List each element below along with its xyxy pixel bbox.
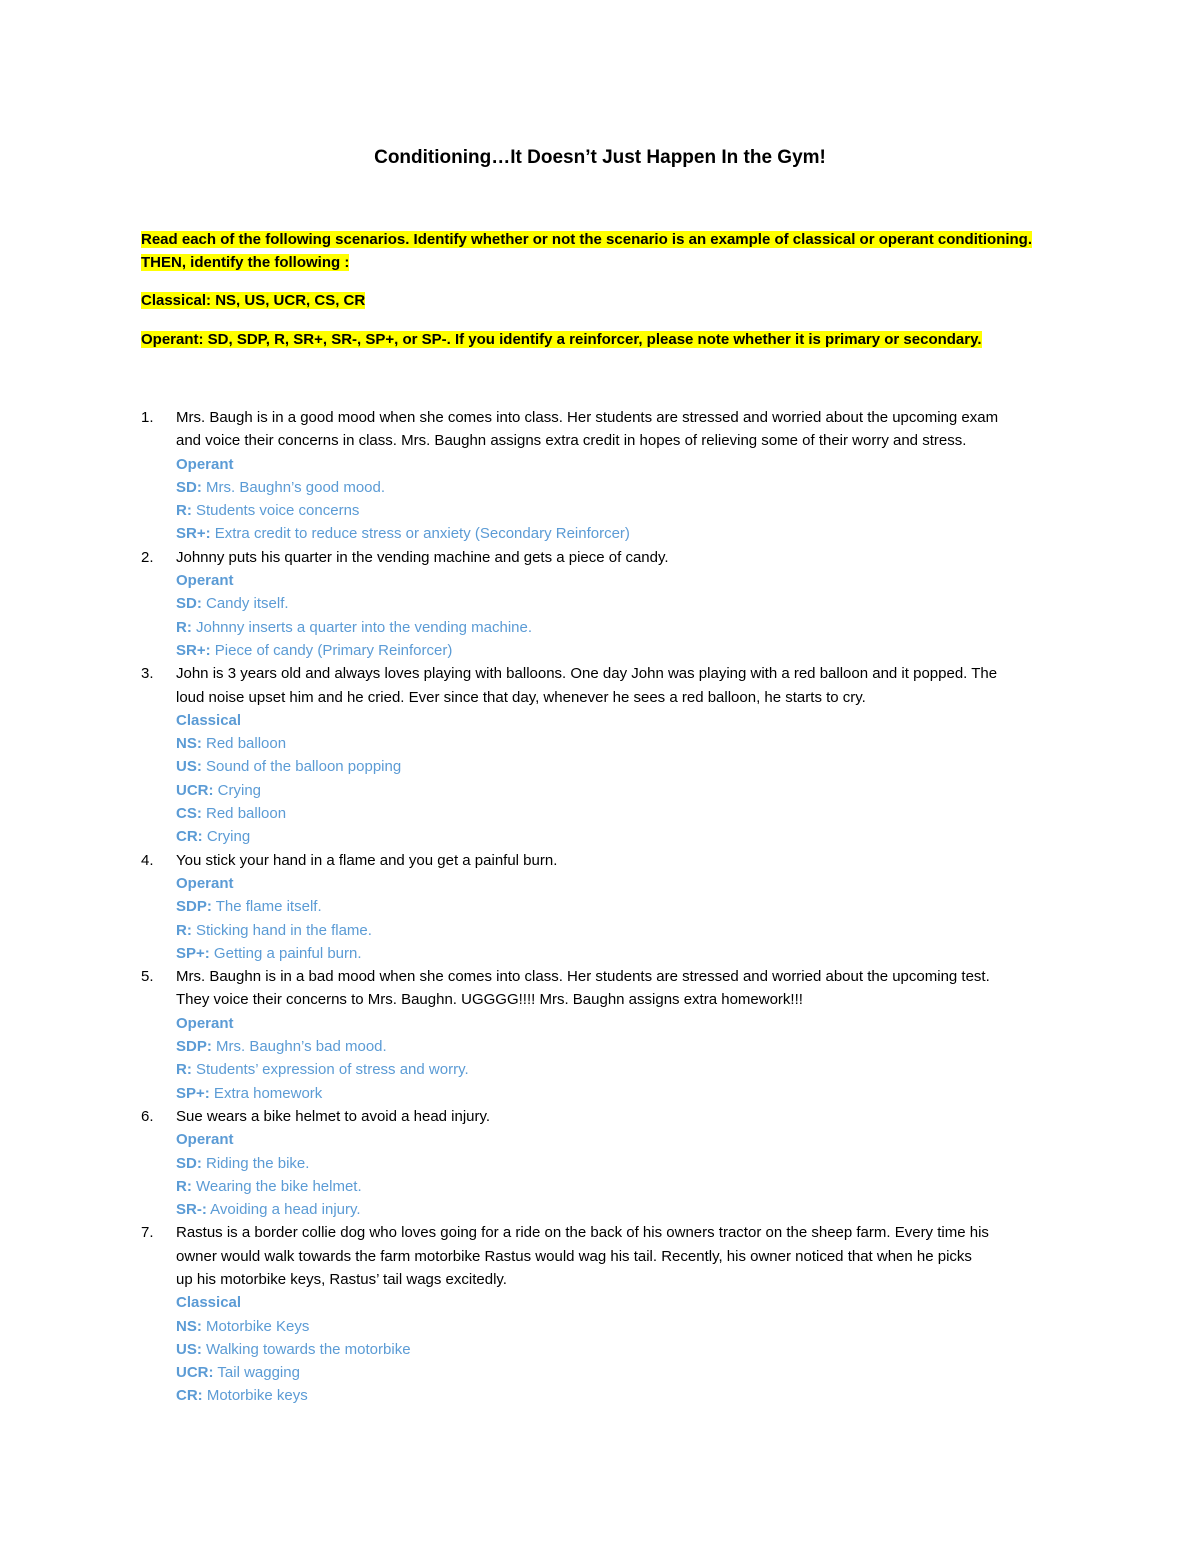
answer-row [176,476,1071,499]
answer-label: CR: [176,828,203,846]
answer-value: The flame itself. [211,898,322,916]
answer-row [176,1035,1071,1058]
answer-row [176,1058,1071,1081]
answer-row [176,825,1071,848]
conditioning-type [176,1128,1071,1151]
answer-value: Mrs. Baughn’s bad mood. [211,1038,387,1056]
answer-label: R: [176,921,192,939]
answer-label: SR+: [176,525,211,543]
answer-label: R: [176,1061,192,1079]
answer-label: SDP: [176,1038,212,1056]
conditioning-type [176,872,1071,895]
answer-row [176,522,1071,545]
list-number: 3. [141,665,154,683]
answer-row [176,639,1071,662]
answer-value: Candy itself. [201,595,289,613]
scenario-text: John is 3 years old and always loves playing with balloons. One day John was playing with a red balloon and it popped. The [176,665,998,683]
answer-value: Extra homework [209,1084,323,1102]
classical-terms-block [141,289,1081,312]
answer-label: R: [176,502,192,520]
answer-label: US: [176,1340,202,1358]
answer-label: UCR: [176,781,214,799]
operant-terms-block [141,328,1081,351]
list-number: 7. [141,1224,154,1242]
answer-row [176,732,1071,755]
scenario-text: They voice their concerns to Mrs. Baughn. UGGGG!!!! Mrs. Baughn assigns extra homework!!! [176,991,803,1009]
scenario-text: loud noise upset him and he cried. Ever since that day, whenever he sees a red balloon, he starts to cry. [176,688,866,706]
answer-label: NS: [176,1317,202,1335]
list-item [141,1105,1071,1221]
answer-label: SD: [176,478,202,496]
answer-value: Students voice concerns [191,502,360,520]
list-item [141,1221,1071,1407]
answer-label: R: [176,618,192,636]
conditioning-type [176,453,1071,476]
answer-value: Crying [213,781,262,799]
instructions [141,228,1081,274]
answer-value: Motorbike keys [202,1387,308,1405]
answer-row [176,942,1071,965]
scenario-text: Mrs. Baugh is in a good mood when she comes into class. Her students are stressed and worried about the upcoming exam [176,409,999,426]
page-title: Conditioning…It Doesn’t Just Happen In the Gym! [374,147,826,168]
scenario-text: and voice their concerns in class. Mrs. Baughn assigns extra credit in hopes of relieving some of their worry and stress. [176,432,967,450]
answer-label: R: [176,1177,192,1195]
answer-value: Walking towards the motorbike [201,1340,411,1358]
answer-row [176,1152,1071,1175]
answer-label: SR+: [176,641,211,659]
answer-row [176,779,1071,802]
classical-terms: Classical: NS, US, UCR, CS, CR [141,292,366,309]
list-number: 2. [141,548,154,566]
answer-label: NS: [176,735,202,753]
answer-value: Sticking hand in the flame. [191,921,372,939]
conditioning-type [176,569,1071,592]
instructions-line-1: Read each of the following scenarios. Identify whether or not the scenario is an example of classical or operant conditioning. [141,231,1033,248]
answer-label: SD: [176,595,202,613]
answer-row [176,1384,1071,1407]
answer-value: Red balloon [201,805,287,823]
answer-label: CS: [176,805,202,823]
answer-label: SD: [176,1154,202,1172]
conditioning-type-label: Operant [176,1131,234,1149]
answer-label: SR-: [176,1201,207,1219]
list-number: 1. [141,409,154,426]
scenario-text: Rastus is a border collie dog who loves going for a ride on the back of his owners tractor on the sheep farm. Every time his [176,1224,989,1242]
answer-row [176,895,1071,918]
answer-value: Wearing the bike helmet. [191,1177,362,1195]
answer-value: Tail wagging [213,1364,300,1382]
answer-value: Avoiding a head injury. [206,1201,361,1219]
answer-value: Johnny inserts a quarter into the vending machine. [191,618,533,636]
answer-label: SP+: [176,1084,210,1102]
answer-row [176,1175,1071,1198]
conditioning-type-label: Operant [176,455,234,473]
scenario-text: Sue wears a bike helmet to avoid a head injury. [176,1107,491,1125]
instructions-line-2: THEN, identify the following : [141,254,350,271]
answer-label: UCR: [176,1364,214,1382]
answer-label: CR: [176,1387,203,1405]
list-item [141,662,1071,848]
answer-value: Crying [202,828,251,846]
answer-label: SDP: [176,898,212,916]
answer-row [176,802,1071,825]
conditioning-type [176,1291,1071,1314]
answer-row [176,616,1071,639]
scenario-list [141,406,1071,1408]
answer-row [176,919,1071,942]
conditioning-type-label: Classical [176,711,242,729]
answer-value: Sound of the balloon popping [201,758,402,776]
list-number: 5. [141,968,154,986]
scenario-text: Mrs. Baughn is in a bad mood when she comes into class. Her students are stressed and worried about the upcoming test. [176,968,990,986]
list-number: 4. [141,851,154,869]
answer-value: Red balloon [201,735,287,753]
conditioning-type [176,709,1071,732]
operant-terms: Operant: SD, SDP, R, SR+, SR-, SP+, or SP-. If you identify a reinforcer, please note whether it is primary or secondary. [141,331,982,348]
answer-row [176,499,1071,522]
conditioning-type-label: Operant [176,572,234,590]
answer-row [176,1361,1071,1384]
answer-row [176,1338,1071,1361]
answer-value: Mrs. Baughn’s good mood. [201,478,386,496]
list-item [141,965,1071,1105]
answer-value: Motorbike Keys [201,1317,310,1335]
list-item [141,546,1071,662]
answer-row [176,1198,1071,1221]
answer-row [176,755,1071,778]
answer-label: SP+: [176,944,210,962]
answer-row [176,592,1071,615]
answer-row [176,1082,1071,1105]
answer-value: Getting a painful burn. [209,944,362,962]
scenario-text: up his motorbike keys, Rastus’ tail wags excitedly. [176,1270,507,1288]
answer-value: Extra credit to reduce stress or anxiety (Secondary Reinforcer) [210,525,630,543]
list-number: 6. [141,1107,154,1125]
scenario-text: You stick your hand in a flame and you get a painful burn. [176,851,558,869]
conditioning-type-label: Classical [176,1294,242,1312]
conditioning-type [176,1012,1071,1035]
answer-value: Students’ expression of stress and worry. [191,1061,469,1079]
answer-row [176,1315,1071,1338]
answer-value: Riding the bike. [201,1154,310,1172]
answer-label: US: [176,758,202,776]
list-item [141,406,1071,546]
list-item [141,849,1071,965]
answer-value: Piece of candy (Primary Reinforcer) [210,641,453,659]
scenario-text: owner would walk towards the farm motorbike Rastus would wag his tail. Recently, his owner noticed that when he picks [176,1247,972,1265]
conditioning-type-label: Operant [176,874,234,892]
conditioning-type-label: Operant [176,1014,234,1032]
scenario-text: Johnny puts his quarter in the vending machine and gets a piece of candy. [176,548,669,566]
